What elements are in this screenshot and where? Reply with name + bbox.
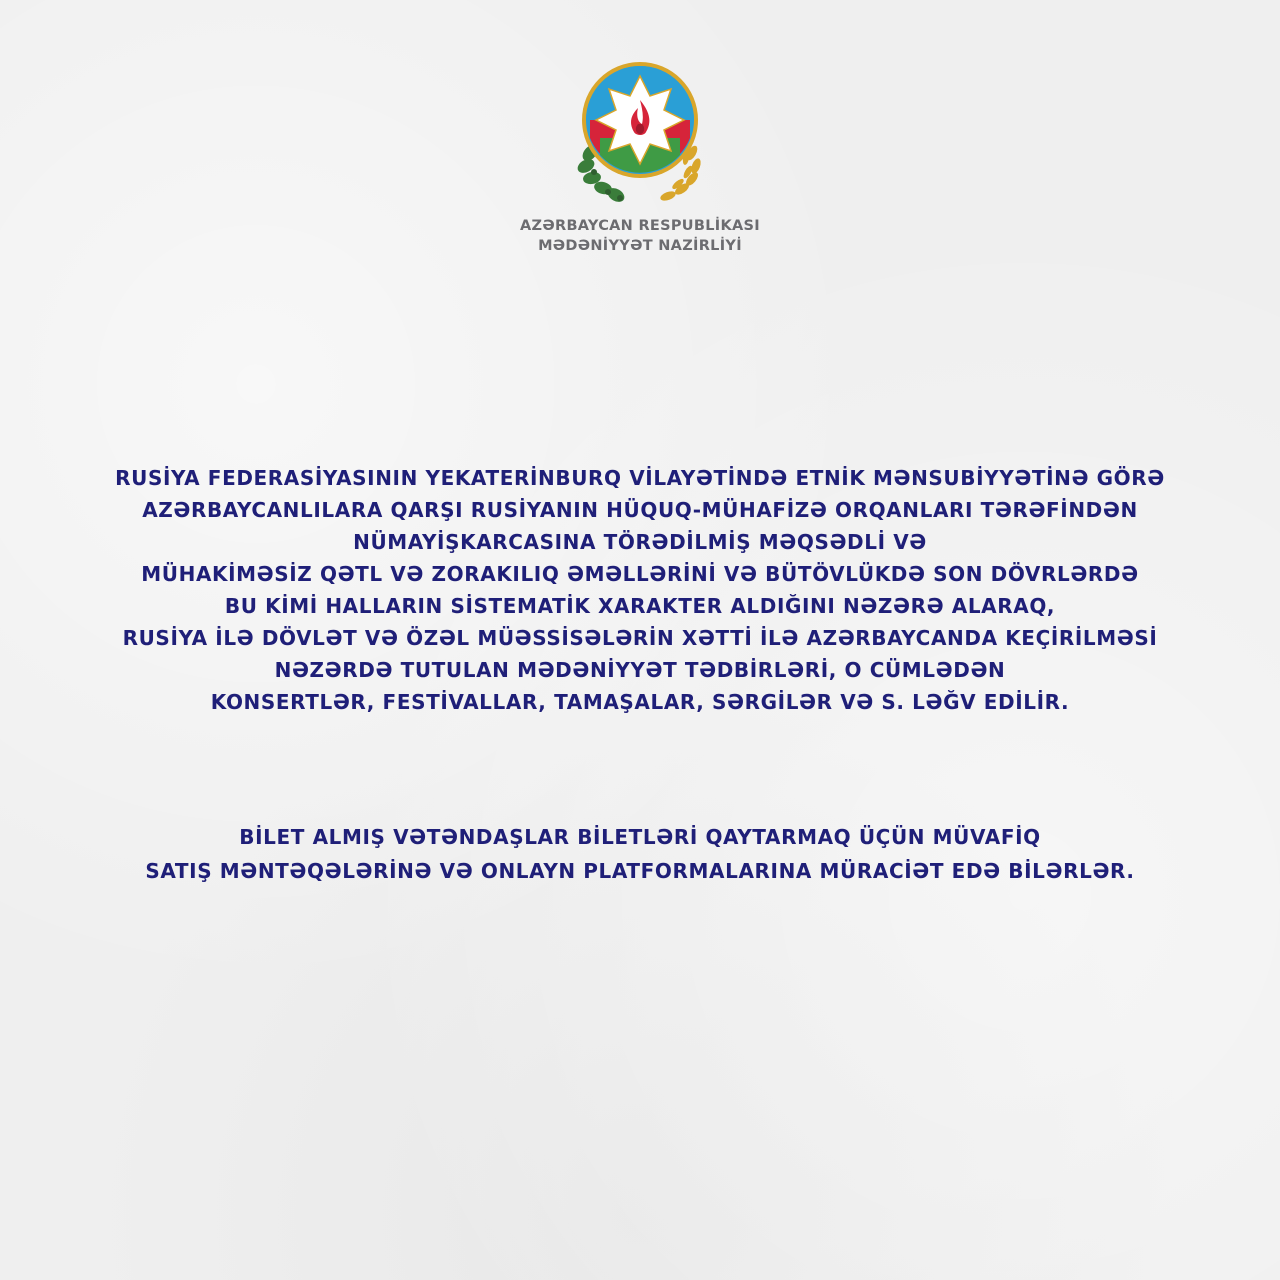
statement-text	[20, 462, 1260, 718]
statement-line: RUSİYA İLƏ DÖVLƏT VƏ ÖZƏL MÜƏSSİSƏLƏRİN XƏTTİ İLƏ AZƏRBAYCANDA KEÇİRİLMƏSİ	[122, 626, 1158, 650]
statement-line: MÜHAKİMƏSİZ QƏTL VƏ ZORAKILIQ ƏMƏLLƏRİNİ VƏ BÜTÖVLÜKDƏ SON DÖVRLƏRDƏ	[141, 562, 1139, 586]
notice-line: BİLET ALMIŞ VƏTƏNDAŞLAR BİLETLƏRİ QAYTARMAQ ÜÇÜN MÜVAFİQ	[239, 825, 1041, 849]
ticket-notice	[20, 820, 1260, 888]
notice-line: SATIŞ MƏNTƏQƏLƏRİNƏ VƏ ONLAYN PLATFORMALARINA MÜRACİƏT EDƏ BİLƏRLƏR.	[145, 859, 1135, 883]
azerbaijan-state-emblem-icon	[570, 58, 710, 208]
ministry-line: MƏDƏNİYYƏT NAZİRLİYİ	[538, 238, 742, 254]
statement-line: AZƏRBAYCANLILARA QARŞI RUSİYANIN HÜQUQ-MÜHAFİZƏ ORQANLARI TƏRƏFİNDƏN	[142, 498, 1138, 522]
statement-line: NƏZƏRDƏ TUTULAN MƏDƏNİYYƏT TƏDBİRLƏRİ, O CÜMLƏDƏN	[274, 658, 1006, 682]
ministry-name	[440, 216, 840, 256]
ministry-line: AZƏRBAYCAN RESPUBLİKASI	[520, 218, 760, 234]
statement-line: NÜMAYİŞKARCASINA TÖRƏDİLMİŞ MƏQSƏDLİ VƏ	[353, 530, 927, 554]
statement-line: BU KİMİ HALLARIN SİSTEMATİK XARAKTER ALDIĞINI NƏZƏRƏ ALARAQ,	[224, 594, 1056, 618]
statement-line: KONSERTLƏR, FESTİVALLAR, TAMAŞALAR, SƏRGİLƏR VƏ S. LƏĞV EDİLİR.	[210, 690, 1070, 714]
state-emblem	[570, 58, 710, 208]
statement-line: RUSİYA FEDERASİYASININ YEKATERİNBURQ VİLAYƏTİNDƏ ETNİK MƏNSUBİYYƏTİNƏ GÖRƏ	[115, 466, 1165, 490]
